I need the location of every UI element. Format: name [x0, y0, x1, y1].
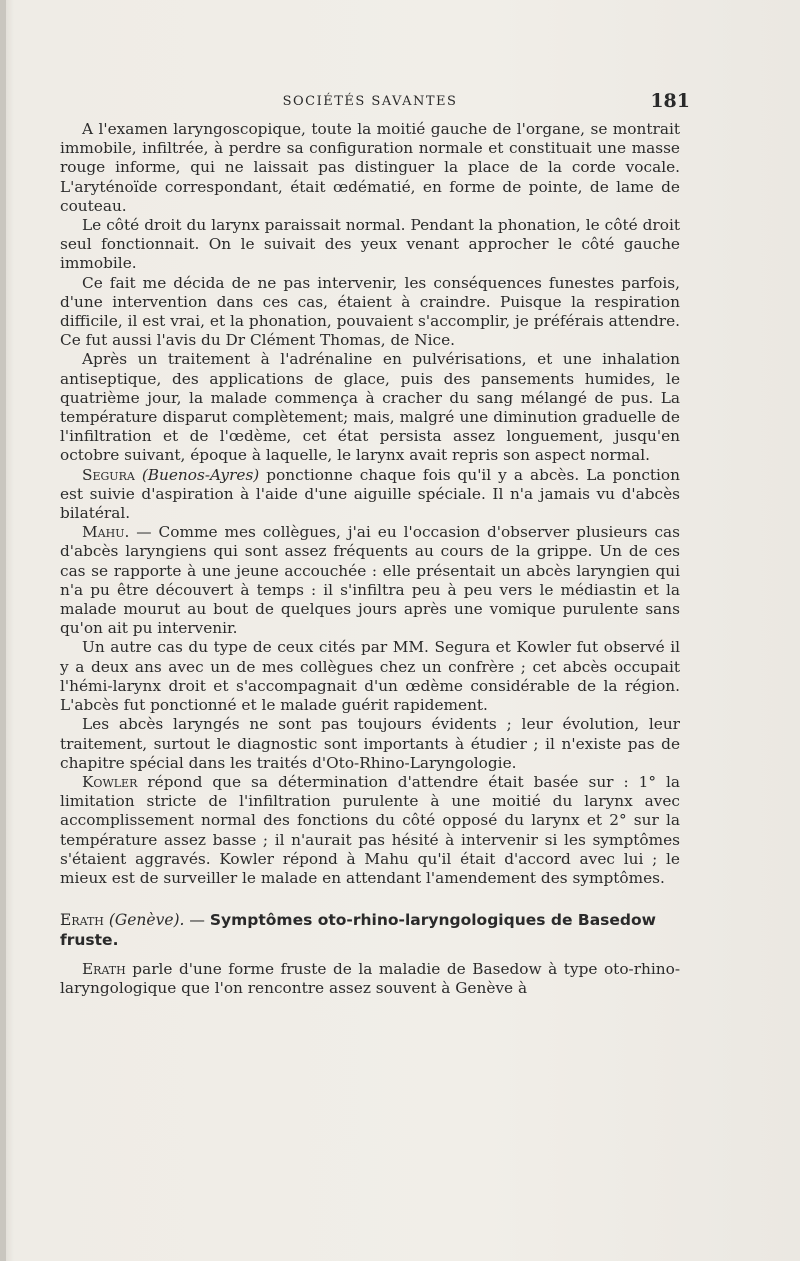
paragraph-2: Le côté droit du larynx paraissait normal. Pendant la phonation, le côté droit seul fonctionnait. On le suivait des yeux venant approcher le côté gauche immobile.: [60, 216, 680, 273]
speaker-name: Kowler: [82, 772, 138, 791]
section-author: Erath: [60, 911, 104, 930]
paragraph-final-text: parle d'une forme fruste de la maladie de Basedow à type oto-rhino-laryngologique que l'on rencontre assez souvent à Genève à: [60, 960, 680, 998]
document-page: [60, 90, 690, 999]
section-heading: [60, 910, 680, 950]
paragraph-3: Ce fait me décida de ne pas intervenir, les conséquences funestes parfois, d'une intervention dans ces cas, étaient à craindre. Puisque la respiration difficile, il est vrai, et la phonation, pouvaient s'accomplir, je préférais attendre. Ce fut aussi l'avis du Dr Clément Thomas, de Nice.: [60, 273, 680, 350]
page-header: [60, 90, 690, 120]
section-dash: —: [184, 911, 210, 930]
speaker-name: Mahu.: [82, 523, 130, 542]
speaker-name: Erath: [82, 960, 126, 979]
speaker-name: Segura: [82, 465, 135, 484]
paragraph-6-text: — Comme mes collègues, j'ai eu l'occasion d'observer plusieurs cas d'abcès laryngiens qui sont assez fréquents au cours de la grippe. Un de ces cas se rapporte à une jeune accouchée : elle présentait un abcès laryngien qui n'a pu être découvert à temps : il s'infiltra peu à peu vers le médiastin et la malade mourut au bout de quelques jours après une vomique purulente sans qu'on ait pu intervenir.: [60, 523, 680, 638]
paragraph-5: [60, 466, 680, 524]
running-title: SOCIÉTÉS SAVANTES: [282, 94, 458, 109]
section-place: (Genève).: [108, 911, 185, 930]
paragraph-6: [60, 523, 680, 638]
speaker-place: (Buenos-Ayres): [141, 465, 260, 484]
paragraph-8: Les abcès laryngés ne sont pas toujours évidents ; leur évolution, leur traitement, surtout le diagnostic sont importants à étudier ; il n'existe pas de chapitre spécial dans les traités d'Oto-Rhino-Laryngologie.: [60, 715, 680, 772]
paragraph-4: Après un traitement à l'adrénaline en pulvérisations, et une inhalation antiseptique, des applications de glace, puis des pansements humides, le quatrième jour, la malade commença à cracher du sang mélangé de pus. La température disparut complètement; mais, malgré une diminution graduelle de l'infiltration et de l'œdème, cet état persista assez longuement, jusqu'en octobre suivant, époque à laquelle, le larynx avait repris son aspect normal.: [60, 350, 680, 465]
paragraph-7: Un autre cas du type de ceux cités par MM. Segura et Kowler fut observé il y a deux ans avec un de mes collègues chez un confrère ; cet abcès occupait l'hémi-larynx droit et s'accompagnait d'un œdème considérable de la région. L'abcès fut ponctionné et le malade guérit rapidement.: [60, 638, 680, 715]
paragraph-final: [60, 960, 680, 998]
paragraph-9: [60, 773, 680, 888]
paragraph-5-text: ponctionne chaque fois qu'il y a abcès. La ponction est suivie d'aspiration à l'aide d'une aiguille spéciale. Il n'a jamais vu d'abcès bilatéral.: [60, 465, 680, 523]
paragraph-1: A l'examen laryngoscopique, toute la moitié gauche de l'organe, se montrait immobile, infiltrée, à perdre sa configuration normale et constituait une masse rouge informe, qui ne laissait pas distinguer la place de la corde vocale. L'aryténoïde correspondant, était œdématié, en forme de pointe, de lame de couteau.: [60, 120, 680, 215]
paragraph-9-text: répond que sa détermination d'attendre était basée sur : 1° la limitation stricte de l'infiltration purulente à une moitié du larynx avec accomplissement normal des fonctions du côté opposé du larynx et 2° sur la température assez basse ; il n'aurait pas hésité à intervenir si les symptômes s'étaient aggravés. Kowler répond à Mahu qu'il était d'accord avec lui ; le mieux est de surveiller le malade en attendant l'amendement des symptômes.: [60, 772, 680, 887]
page-binding-edge: [0, 0, 6, 1261]
section-title: Symptômes oto-rhino-laryngologiques de Basedow fruste.: [60, 911, 656, 950]
page-number: 181: [650, 90, 690, 112]
